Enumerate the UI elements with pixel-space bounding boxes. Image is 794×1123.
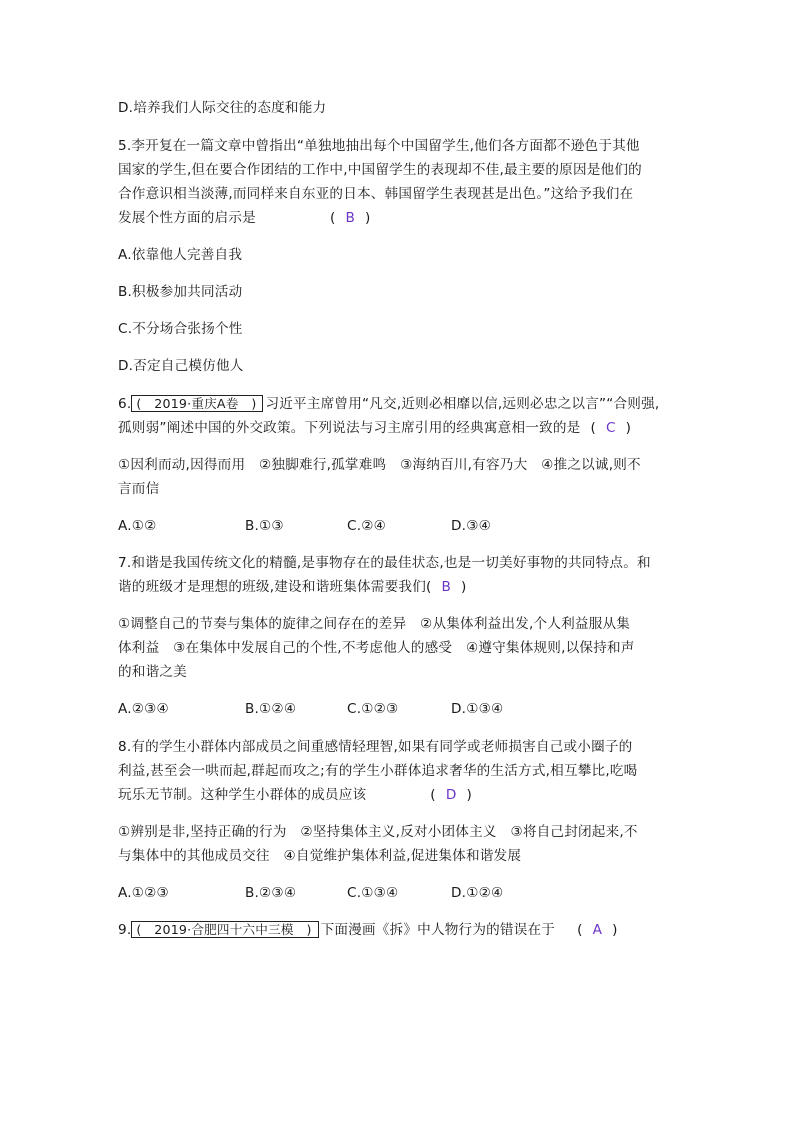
q7-option-d: D.①③④ [451,701,504,717]
q8-items-line1: ①辨别是非,坚持正确的行为 ②坚持集体主义,反对小团体主义 ③将自己封闭起来,不 [118,824,638,840]
q5-stem-line3: 合作意识相当淡薄,而同样来自东亚的日本、韩国留学生表现甚是出色。”这给予我们在 [118,186,634,202]
q7-stem-line2: 谐的班级才是理想的班级,建设和谐班集体需要我们( B ) [118,579,467,595]
q8-option-d: D.①②④ [451,885,504,901]
q6-answer: C [605,420,616,436]
q7-stem-line2-text: 谐的班级才是理想的班级,建设和谐班集体需要我们 [118,579,426,595]
q8-items-line2: 与集体中的其他成员交往 ④自觉维护集体利益,促进集体和谐发展 [118,848,522,864]
q8-answer: D [445,787,457,803]
q6-number: 6. [118,396,132,412]
q7-options [118,700,503,718]
q5-option-b: B.积极参加共同活动 [118,284,243,300]
q6-items-line2: 言而信 [118,481,160,497]
q5-stem-line2: 国家的学生,但在要合作团结的工作中,中国留学生的表现却不佳,最主要的原因是他们的 [118,162,642,178]
q9-answer: A [592,922,603,938]
q8-option-c: C.①③④ [347,885,399,901]
q6-stem-line1-text: 习近平主席曾用“凡交,近则必相靡以信,远则必忠之以言”“合则强, [265,396,660,412]
q8-options [118,884,503,902]
q7-items-line3: 的和谐之美 [118,664,187,680]
q5-stem-line4: 发展个性方面的启示是 ( B ) [118,210,371,226]
q8-stem-line3-text: 玩乐无节制。这种学生小群体的成员应该 [118,787,367,803]
q9-stem: 9. ( 2019·合肥四十六中三模 ) 下面漫画《拆》中人物行为的错误在于 ( A ) [118,922,618,938]
q8-option-b: B.②③④ [245,885,297,901]
q5-option-a: A.依靠他人完善自我 [118,247,243,263]
q6-option-d: D.③④ [451,518,491,534]
q6-options [118,517,491,535]
q7-option-b: B.①②④ [245,701,297,717]
q4-option-d: D.培养我们人际交往的态度和能力 [118,100,327,116]
q6-stem-line2-text: 孤则弱”阐述中国的外交政策。下列说法与习主席引用的经典寓意相一致的是 [118,420,581,436]
q6-option-b: B.①③ [245,518,284,534]
q6-stem-line2: 孤则弱”阐述中国的外交政策。下列说法与习主席引用的经典寓意相一致的是 ( C ) [118,420,632,436]
q6-source-tag: ( 2019·重庆A卷 ) [131,395,263,412]
q6-items-line1: ①因利而动,因得而用 ②独脚难行,孤掌难鸣 ③海纳百川,有容乃大 ④推之以诚,则不 [118,457,641,473]
q7-items-line1: ①调整自己的节奏与集体的旋律之间存在的差异 ②从集体利益出发,个人利益服从集 [118,616,631,632]
q6-option-c: C.②④ [347,518,386,534]
q5-option-c: C.不分场合张扬个性 [118,321,243,337]
q8-stem-line2: 利益,甚至会一哄而起,群起而攻之;有的学生小群体追求奢华的生活方式,相互攀比,吃喝 [118,763,638,779]
q9-source-tag: ( 2019·合肥四十六中三模 ) [131,921,318,938]
q9-number: 9. [118,922,132,938]
q7-answer: B [441,579,452,595]
q9-stem-text: 下面漫画《拆》中人物行为的错误在于 [320,922,556,938]
q5-answer: B [345,210,355,226]
q8-option-a: A.①②③ [118,885,169,901]
q5-option-d: D.否定自己模仿他人 [118,358,244,374]
q8-stem-line1: 8.有的学生小群体内部成员之间重感情轻理智,如果有同学或老师损害自己或小圈子的 [118,739,633,755]
q8-stem-line3: 玩乐无节制。这种学生小群体的成员应该 ( D ) [118,787,472,803]
q6-stem-line1 [118,395,659,413]
q7-items-line2: 体利益 ③在集体中发展自己的个性,不考虑他人的感受 ④遵守集体规则,以保持和声 [118,640,635,656]
q6-option-a: A.①② [118,518,157,534]
q7-stem-line1: 7.和谐是我国传统文化的精髓,是事物存在的最佳状态,也是一切美好事物的共同特点。和 [118,555,651,571]
q7-option-a: A.②③④ [118,701,169,717]
q7-option-c: C.①②③ [347,701,399,717]
q5-stem-line4-text: 发展个性方面的启示是 [118,210,256,226]
q5-stem-line1: 5.李开复在一篇文章中曾指出“单独地抽出每个中国留学生,他们各方面都不逊色于其他 [118,138,640,154]
